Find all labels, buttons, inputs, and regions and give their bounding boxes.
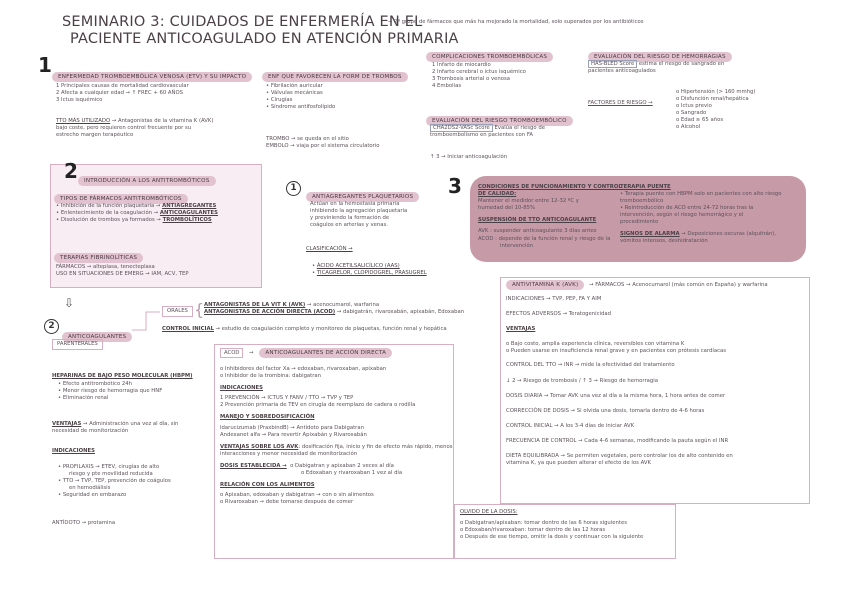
- acod-label: ANTAGONISTAS DE ACCIÓN DIRECTA (ACOD): [204, 309, 336, 316]
- arrow-down-icon: ⇩: [64, 296, 75, 310]
- factores-list: [676, 89, 755, 132]
- branch-lines: [130, 300, 162, 340]
- tto-label: TTO MÁS UTILIZADO: [56, 118, 111, 124]
- orales-label: ORALES: [162, 306, 193, 317]
- enf-defs: [266, 136, 380, 150]
- hasbled-score: HAS-BLED Score: [588, 60, 637, 68]
- list-item: FÁRMACOS → alteplasa, tenecteplasa: [56, 264, 155, 270]
- s1-heading: [52, 63, 252, 82]
- complic-heading: [426, 43, 553, 62]
- tag-anticoagulantes: ANTICOAGULANTES: [159, 210, 218, 217]
- evhem-heading-label: EVALUACIÓN DEL RIESGO DE HEMORRAGIAS: [588, 52, 732, 62]
- cond-label: CONDICIONES DE FUNCIONAMIENTO Y CONTROL DE CALIDAD:: [478, 184, 622, 198]
- antiag-list: [312, 263, 427, 277]
- list-item: • TICAGRELOR, CLOPIDOGREL, PRASUGREL: [312, 270, 427, 277]
- enf-heading-label: ENF QUE FAVORECEN LA FORM DE TROMBOS: [262, 72, 408, 82]
- list-item: • Seguridad en embarazo: [58, 492, 127, 499]
- s3-left: CONDICIONES DE FUNCIONAMIENTO Y CONTROL DE CALIDAD: Mantener el medidor entre 12-32 ºC y humedad del 10-85% SUSPENSIÓN DE TTO ANTICOAGULANTE AVK : suspender anticoagulante 3 días antes ACOD : depende de la función renal y riesgo de la intervención: [478, 184, 622, 249]
- list-item: o Ictus previo: [676, 103, 712, 110]
- avk-heading-label: ANTIVITAMINA K (AVK): [506, 280, 584, 290]
- title-line-2: PACIENTE ANTICOAGULADO EN ATENCIÓN PRIMARIA: [70, 31, 459, 47]
- list-item: o Hipertensión (> 160 mmhg): [676, 89, 756, 95]
- list-item: • Efecto antitrombótico 24h: [58, 381, 132, 387]
- evtromb-arrow: ↑ 3 → Iniciar anticoagulación: [430, 154, 508, 160]
- enf-heading: [262, 63, 408, 82]
- parenterales-label: PARENTERALES: [52, 339, 103, 350]
- acod-header: ACOD → ANTICOAGULANTES DE ACCIÓN DIRECTA: [220, 348, 392, 358]
- evhem-body: HAS-BLED Score estima el riesgo de sangrado en pacientes anticoagulados: [588, 61, 725, 75]
- list-item: • Cirugías: [266, 97, 293, 104]
- hbpm-list: [58, 381, 162, 402]
- hbpm-indic: • PROFILAXIS → ETEV, cirugías de alto riesgo y pte movilidad reducida • TTO → TVP, TEP, prevención de coágulos en hemodiálisis • Seguridad en embarazo: [58, 464, 171, 499]
- tipos-heading: [54, 185, 188, 204]
- enf-list: [266, 83, 335, 111]
- s2-heading: [78, 167, 216, 186]
- s1-tto: [56, 118, 213, 139]
- list-item: • Válvulas mecánicas: [266, 90, 323, 97]
- anticoag-heading-label: ANTICOAGULANTES: [62, 332, 132, 342]
- top-note: → 2º grupo de fármacos que más ha mejorado la mortalidad, solo superados por los antibióticos: [388, 19, 644, 25]
- tto-line: bajo coste, pero requieren control frecuente por su: [56, 125, 192, 132]
- terapias-heading: [54, 244, 143, 263]
- acod-heading-label: ANTICOAGULANTES DE ACCIÓN DIRECTA: [259, 348, 392, 358]
- avk-label: ANTAGONISTAS DE LA VIT K (AVK): [204, 302, 306, 308]
- hbpm-indic-label: INDICACIONES: [52, 448, 95, 454]
- acod-body: o Inhibidores del factor Xa → edoxaban, rivaroxaban, apixaban o Inhibidor de la trombina: dabigatran INDICACIONES 1 PREVENCIÓN → ICTUS Y FANV / TTO → TVP y TEP 2 Prevención primaria de TEV en cirugía de reemplazo de cadera o rodilla MANEJO Y SOBREDOSIFICACIÓN Idarucizumab (PraxbindB) → Antídoto para Dabigatran Andexanet alfa → Para revertir Apixabán y Rivaroxabán VENTAJAS SOBRE LOS AVK: dosificación fija, inicio y fin de efecto más rápido, menos interacciones y menor necesidad de monitorización DOSIS ESTABLECIDA → o Dabigatran y apixaban 2 veces al día o Edoxaban y rivaroxaban 1 vez al día RELACIÓN CON LOS ALIMENTOS o Apixaban, edoxaban y dabigatran → con o sin alimentos o Rivaroxaban → debe tomarse después de comer: [220, 366, 453, 506]
- evtromb-body: CHA2DS2-VASc Score Evalúa el riesgo de tromboembolismo en pacientes con FA: [430, 125, 545, 139]
- list-item: • Síndrome antifosfolípido: [266, 104, 336, 111]
- terapias-list: [56, 264, 189, 278]
- antiag-heading-label: ANTIAGREGANTES PLAQUETARIOS: [306, 192, 419, 202]
- hbpm-ventajas: VENTAJAS → Administración una vez al día, sin necesidad de monitorización: [52, 421, 179, 435]
- cha2ds2-score: CHA2DS2-VASc Score: [430, 124, 493, 132]
- orales-brace: {: [194, 300, 205, 319]
- hbpm-antidoto: ANTÍDOTO → protamina: [52, 520, 116, 526]
- anticoag-circle-number: 2: [44, 319, 59, 334]
- complic-heading-label: COMPLICACIONES TROMBOEMBÓLICAS: [426, 52, 553, 62]
- list-item: • Enlentecimiento de la coagulación → ANTICOAGULANTES: [56, 210, 218, 217]
- avk-header: ANTIVITAMINA K (AVK) → FÁRMACOS → Acenocumarol (más común en España) y warfarina: [506, 280, 768, 290]
- list-item: USO EN SITUACIONES DE EMERG → IAM, ACV, TEP: [56, 271, 189, 278]
- list-item: • Eliminación renal: [58, 395, 109, 402]
- section-number-3: 3: [448, 174, 462, 198]
- list-item: 2 Afecta a cualquier edad → ↑ FREC + 60 AÑOS: [56, 90, 184, 97]
- control-inicial: CONTROL INICIAL → estudio de coagulación completo y monitoreo de plaquetas, función renal y hepática: [162, 326, 447, 332]
- tto-text: → Antagonistas de la vitamina K (AVK): [110, 118, 214, 124]
- branch-connector: [130, 300, 162, 340]
- signos-label: SIGNOS DE ALARMA: [620, 230, 680, 237]
- terapia-label: TERAPIA PUENTE: [620, 184, 671, 190]
- section-number-1: 1: [38, 53, 52, 77]
- list-item: 1 Principales causas de mortalidad cardiovascular: [56, 83, 189, 89]
- tag-tromboliticos: TROMBOLÍTICOS: [162, 217, 212, 224]
- embolo-def: EMBOLO → viaja por el sistema circulatorio: [266, 143, 380, 150]
- list-item: • Inhibición de la función plaquetaria → ANTIAGREGANTES: [56, 203, 217, 209]
- list-item: 3 Trombosis arterial o venosa: [432, 76, 510, 83]
- olvido-body: OLVIDO DE LA DOSIS: o Dabigatran/apixaban: tomar dentro de las 6 horas siguientes o Edoxaban/rivaroxaban: tomar dentro de las 12 horas o Después de ese tiempo, omitir la dosis y continuar con la siguiente: [460, 509, 644, 541]
- list-item: o Edad ≥ 65 años: [676, 117, 724, 124]
- antiag-desc: Actúan en la hemostasia primaria inhibiendo la agregación plaquetaria y previniendo la formación de coágulos en arterias y venas.: [310, 201, 408, 229]
- tto-line: estrecho margen terapéutico: [56, 132, 134, 139]
- s3-right: TERAPIA PUENTE • Terapia puente con HBPM solo en pacientes con alto riesgo tromboembólico • Reintroducción de ACO entre 24-72 horas tras la intervención, según el riesgo hemorrágico y el procedimiento SIGNOS DE ALARMA → Deposiciones oscuras (alquitrán), vómitos intensos, deshidratación: [620, 184, 782, 244]
- s1-list: [56, 83, 189, 104]
- list-item: 1 Infarto de miocardio: [432, 62, 491, 68]
- complic-list: [432, 62, 526, 90]
- list-item: • Disolución de trombos ya formados → TROMBOLÍTICOS: [56, 217, 212, 224]
- evtromb-heading-label: EVALUACIÓN DEL RIESGO TROMBOEMBÓLICO: [426, 116, 573, 126]
- list-item: 3 Ictus isquémico: [56, 97, 103, 104]
- list-item: 4 Embolias: [432, 83, 462, 90]
- susp-label: SUSPENSIÓN DE TTO ANTICOAGULANTE: [478, 217, 597, 224]
- list-item: • PROFILAXIS → ETEV, cirugías de alto: [58, 464, 160, 470]
- tipos-list: [56, 203, 218, 224]
- s2-heading-label: INTRODUCCIÓN A LOS ANTITROMBÓTICOS: [78, 176, 216, 186]
- list-item: o Sangrado: [676, 110, 707, 117]
- list-item: 2 Infarto cerebral o ictus isquémico: [432, 69, 526, 76]
- trombo-def: TROMBO → se queda en el sitio: [266, 136, 349, 142]
- list-item: • Fibrilación auricular: [266, 83, 323, 89]
- hbpm-heading: HEPARINAS DE BAJO PESO MOLECULAR (HBPM): [52, 373, 193, 379]
- list-item: • TTO → TVP, TEP, prevención de coágulos: [58, 478, 171, 485]
- section-number-2: 2: [64, 159, 78, 183]
- terapias-heading-label: TERAPIAS FIBRINOLÍTICAS: [54, 253, 143, 263]
- list-item: • ÁCIDO ACETILSALICÍLICO (AAS): [312, 263, 400, 269]
- orales-list: ANTAGONISTAS DE LA VIT K (AVK) → acenocumarol, warfarina ANTAGONISTAS DE ACCIÓN DIRECTA (ACOD) → dabigatrán, rivaroxabán, apixabán, Edoxaban: [204, 302, 465, 316]
- list-item: • Menor riesgo de hemorragia que HNF: [58, 388, 163, 395]
- tag-antiagregantes: ANTIAGREGANTES: [162, 203, 217, 209]
- antiag-heading: [306, 183, 419, 202]
- antiag-circle-number: 1: [286, 181, 301, 196]
- list-item: o Alcohol: [676, 124, 701, 131]
- list-item: o Disfunción renal/hepática: [676, 96, 749, 103]
- s1-heading-label: ENFERMEDAD TROMBOEMBÓLICA VENOSA (ETV) Y SU IMPACTO: [52, 72, 252, 82]
- clasif-label: CLASIFICACIÓN →: [306, 246, 353, 252]
- title-line-1: SEMINARIO 3: CUIDADOS DE ENFERMERÍA EN EL: [62, 14, 423, 30]
- factores-label: FACTORES DE RIESGO →: [588, 100, 653, 106]
- tipos-heading-label: TIPOS DE FÁRMACOS ANTITROMBÓTICOS: [54, 194, 188, 204]
- avk-body: INDICACIONES → TVP, PEP, FA Y AIM EFECTOS ADVERSOS → Teratogenicidad VENTAJAS o Bajo costo, amplia experiencia clínica, reversibles con vitamina K o Pueden usarse en insuficiencia renal grave y en pacientes con prótesis cardíacas CONTROL DEL TTO → INR → mide la efectividad del tratamiento ↓ 2 → Riesgo de trombosis / ↑ 3 → Riesgo de hemorragia DOSIS DIARIA → Tomar AVK una vez al día a la misma hora, 1 hora antes de comer CORRECCIÓN DE DOSIS → Si olvida una dosis, tomarla dentro de 4-6 horas CONTROL INICIAL → A los 3-4 días de iniciar AVK FRECUENCIA DE CONTROL → Cada 4-6 semanas, modificando la pauta según el INR DIETA EQUILIBRADA → Se permiten vegetales, pero controlar los de alto contenido en vitamina K, ya que pueden alterar el efecto de los AVK: [506, 296, 733, 467]
